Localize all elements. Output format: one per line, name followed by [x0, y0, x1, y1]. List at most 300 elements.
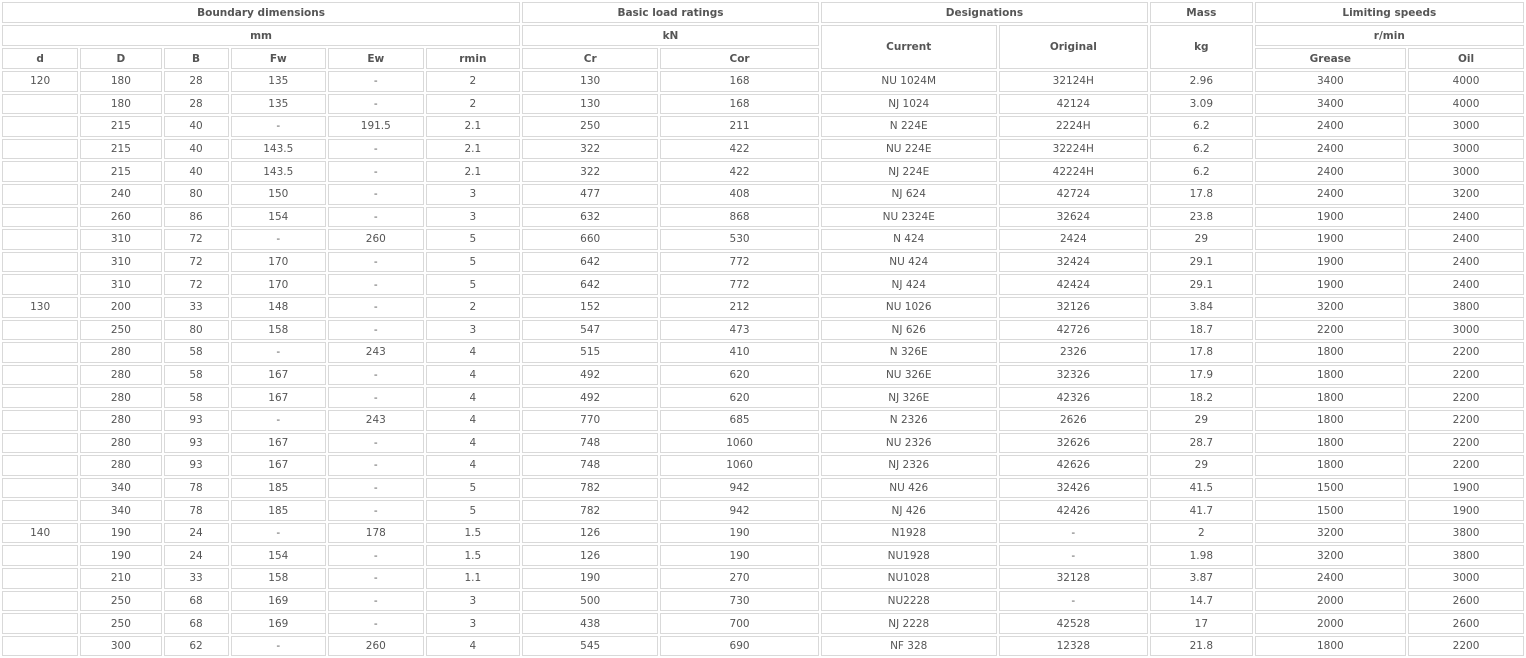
cell-mass: 21.8	[1150, 636, 1253, 657]
cell-rmin: 5	[426, 500, 521, 521]
cell-rmin: 4	[426, 636, 521, 657]
cell-Fw: 185	[231, 478, 327, 499]
unit-kg: kg	[1150, 25, 1253, 69]
cell-current: NJ 624	[821, 184, 997, 205]
cell-current: NU 1026	[821, 297, 997, 318]
cell-original: 42626	[999, 455, 1148, 476]
cell-mass: 23.8	[1150, 207, 1253, 228]
cell-original: 42528	[999, 613, 1148, 634]
cell-d	[2, 365, 78, 386]
col-grease: Grease	[1255, 48, 1406, 69]
cell-Cr: 322	[522, 139, 658, 160]
table-row	[2, 161, 1524, 182]
cell-current: N 326E	[821, 342, 997, 363]
cell-d	[2, 568, 78, 589]
cell-d	[2, 320, 78, 341]
cell-Cor: 690	[660, 636, 819, 657]
cell-oil: 2400	[1408, 274, 1524, 295]
cell-D: 240	[80, 184, 161, 205]
cell-Cr: 250	[522, 116, 658, 137]
cell-mass: 29.1	[1150, 252, 1253, 273]
cell-Cor: 211	[660, 116, 819, 137]
cell-D: 210	[80, 568, 161, 589]
cell-mass: 17.8	[1150, 184, 1253, 205]
cell-oil: 2200	[1408, 342, 1524, 363]
cell-B: 93	[164, 455, 229, 476]
col-rmin: rmin	[426, 48, 521, 69]
cell-D: 310	[80, 274, 161, 295]
cell-oil: 2200	[1408, 636, 1524, 657]
cell-current: NJ 2228	[821, 613, 997, 634]
cell-current: NU 2324E	[821, 207, 997, 228]
cell-d: 130	[2, 297, 78, 318]
cell-oil: 3000	[1408, 161, 1524, 182]
cell-current: NJ 424	[821, 274, 997, 295]
cell-Ew: -	[328, 591, 424, 612]
cell-Ew: -	[328, 478, 424, 499]
cell-Ew: -	[328, 184, 424, 205]
cell-rmin: 4	[426, 342, 521, 363]
cell-mass: 17	[1150, 613, 1253, 634]
cell-B: 24	[164, 523, 229, 544]
cell-grease: 3400	[1255, 71, 1406, 92]
cell-D: 180	[80, 94, 161, 115]
table-header	[2, 2, 1524, 69]
cell-Fw: -	[231, 636, 327, 657]
cell-Cor: 685	[660, 410, 819, 431]
cell-current: NU 2326	[821, 433, 997, 454]
cell-oil: 3000	[1408, 139, 1524, 160]
cell-grease: 2400	[1255, 161, 1406, 182]
cell-D: 300	[80, 636, 161, 657]
cell-Cr: 748	[522, 433, 658, 454]
cell-oil: 2400	[1408, 252, 1524, 273]
cell-mass: 41.5	[1150, 478, 1253, 499]
cell-current: N 224E	[821, 116, 997, 137]
cell-current: NU1928	[821, 545, 997, 566]
cell-Cr: 126	[522, 545, 658, 566]
cell-Fw: 135	[231, 71, 327, 92]
cell-rmin: 5	[426, 478, 521, 499]
cell-Fw: -	[231, 116, 327, 137]
cell-D: 310	[80, 252, 161, 273]
cell-rmin: 3	[426, 184, 521, 205]
cell-rmin: 1.5	[426, 523, 521, 544]
cell-original: 42426	[999, 500, 1148, 521]
col-Fw: Fw	[231, 48, 327, 69]
cell-Fw: 169	[231, 591, 327, 612]
cell-Ew: -	[328, 161, 424, 182]
cell-grease: 1800	[1255, 433, 1406, 454]
cell-grease: 3400	[1255, 94, 1406, 115]
cell-B: 72	[164, 274, 229, 295]
cell-Ew: -	[328, 207, 424, 228]
cell-Cor: 772	[660, 252, 819, 273]
cell-original: 32626	[999, 433, 1148, 454]
cell-oil: 3800	[1408, 297, 1524, 318]
unit-mm: mm	[2, 25, 520, 46]
cell-Fw: 185	[231, 500, 327, 521]
table-row	[2, 636, 1524, 657]
cell-d	[2, 455, 78, 476]
cell-Fw: 135	[231, 94, 327, 115]
col-d: d	[2, 48, 78, 69]
cell-oil: 2200	[1408, 387, 1524, 408]
cell-rmin: 3	[426, 207, 521, 228]
cell-Ew: -	[328, 320, 424, 341]
cell-grease: 1900	[1255, 274, 1406, 295]
cell-B: 62	[164, 636, 229, 657]
table-row	[2, 387, 1524, 408]
unit-rmin: r/min	[1255, 25, 1524, 46]
cell-original: 2424	[999, 229, 1148, 250]
cell-current: NU 424	[821, 252, 997, 273]
header-unit-row	[2, 25, 1524, 46]
cell-current: NJ 1024	[821, 94, 997, 115]
cell-original: 42124	[999, 94, 1148, 115]
cell-Cr: 492	[522, 365, 658, 386]
cell-rmin: 5	[426, 229, 521, 250]
cell-oil: 3200	[1408, 184, 1524, 205]
cell-Fw: 170	[231, 252, 327, 273]
cell-original: 42724	[999, 184, 1148, 205]
cell-mass: 6.2	[1150, 139, 1253, 160]
table-row	[2, 523, 1524, 544]
cell-rmin: 4	[426, 433, 521, 454]
cell-B: 68	[164, 591, 229, 612]
cell-D: 190	[80, 523, 161, 544]
cell-grease: 1800	[1255, 387, 1406, 408]
table-row	[2, 568, 1524, 589]
cell-D: 250	[80, 320, 161, 341]
cell-Cr: 492	[522, 387, 658, 408]
cell-rmin: 2	[426, 71, 521, 92]
cell-d	[2, 116, 78, 137]
cell-oil: 2200	[1408, 365, 1524, 386]
cell-original: -	[999, 591, 1148, 612]
cell-D: 180	[80, 71, 161, 92]
table-row	[2, 252, 1524, 273]
cell-rmin: 2	[426, 94, 521, 115]
cell-original: 32124H	[999, 71, 1148, 92]
cell-Ew: -	[328, 387, 424, 408]
cell-Cor: 772	[660, 274, 819, 295]
cell-Cor: 410	[660, 342, 819, 363]
cell-rmin: 3	[426, 320, 521, 341]
col-current: Current	[821, 25, 997, 69]
cell-rmin: 1.1	[426, 568, 521, 589]
col-D: D	[80, 48, 161, 69]
cell-Ew: -	[328, 455, 424, 476]
group-mass: Mass	[1150, 2, 1253, 23]
cell-current: NJ 426	[821, 500, 997, 521]
cell-oil: 1900	[1408, 500, 1524, 521]
cell-Fw: 158	[231, 568, 327, 589]
cell-grease: 2200	[1255, 320, 1406, 341]
cell-current: NU 1024M	[821, 71, 997, 92]
cell-mass: 29	[1150, 229, 1253, 250]
cell-B: 40	[164, 161, 229, 182]
cell-B: 33	[164, 297, 229, 318]
cell-Cr: 782	[522, 478, 658, 499]
cell-d	[2, 207, 78, 228]
cell-Cr: 438	[522, 613, 658, 634]
cell-rmin: 4	[426, 455, 521, 476]
cell-Cr: 500	[522, 591, 658, 612]
cell-Ew: -	[328, 568, 424, 589]
cell-oil: 2200	[1408, 433, 1524, 454]
cell-B: 80	[164, 184, 229, 205]
col-original: Original	[999, 25, 1148, 69]
cell-oil: 1900	[1408, 478, 1524, 499]
cell-Cor: 1060	[660, 433, 819, 454]
cell-rmin: 4	[426, 410, 521, 431]
cell-mass: 3.84	[1150, 297, 1253, 318]
cell-Cor: 473	[660, 320, 819, 341]
cell-d	[2, 636, 78, 657]
cell-grease: 1800	[1255, 455, 1406, 476]
cell-grease: 2400	[1255, 184, 1406, 205]
cell-Fw: 167	[231, 455, 327, 476]
cell-original: -	[999, 545, 1148, 566]
table-row	[2, 116, 1524, 137]
cell-d	[2, 229, 78, 250]
table-row	[2, 297, 1524, 318]
cell-Cor: 700	[660, 613, 819, 634]
cell-Cor: 408	[660, 184, 819, 205]
cell-original: 42224H	[999, 161, 1148, 182]
cell-Fw: 169	[231, 613, 327, 634]
table-row	[2, 500, 1524, 521]
table-row	[2, 410, 1524, 431]
cell-Cr: 130	[522, 94, 658, 115]
cell-d	[2, 252, 78, 273]
cell-B: 28	[164, 71, 229, 92]
cell-original: -	[999, 523, 1148, 544]
table-row	[2, 545, 1524, 566]
cell-oil: 4000	[1408, 94, 1524, 115]
cell-original: 2224H	[999, 116, 1148, 137]
cell-B: 72	[164, 229, 229, 250]
cell-Ew: 243	[328, 342, 424, 363]
cell-d	[2, 613, 78, 634]
cell-oil: 2200	[1408, 455, 1524, 476]
cell-D: 280	[80, 342, 161, 363]
cell-D: 215	[80, 161, 161, 182]
cell-Cr: 152	[522, 297, 658, 318]
cell-grease: 3200	[1255, 297, 1406, 318]
cell-mass: 17.8	[1150, 342, 1253, 363]
cell-rmin: 5	[426, 274, 521, 295]
cell-Cr: 782	[522, 500, 658, 521]
cell-B: 40	[164, 116, 229, 137]
cell-Fw: 148	[231, 297, 327, 318]
cell-Ew: -	[328, 252, 424, 273]
cell-mass: 28.7	[1150, 433, 1253, 454]
cell-d	[2, 139, 78, 160]
cell-current: NU2228	[821, 591, 997, 612]
cell-grease: 2400	[1255, 139, 1406, 160]
cell-grease: 3200	[1255, 523, 1406, 544]
cell-Fw: 143.5	[231, 139, 327, 160]
cell-d	[2, 410, 78, 431]
cell-Ew: -	[328, 94, 424, 115]
cell-D: 280	[80, 455, 161, 476]
cell-oil: 3000	[1408, 568, 1524, 589]
cell-grease: 1900	[1255, 207, 1406, 228]
cell-D: 280	[80, 365, 161, 386]
cell-current: NJ 2326	[821, 455, 997, 476]
cell-d	[2, 500, 78, 521]
cell-Ew: 260	[328, 229, 424, 250]
cell-d	[2, 274, 78, 295]
cell-rmin: 3	[426, 613, 521, 634]
cell-D: 215	[80, 116, 161, 137]
cell-B: 33	[164, 568, 229, 589]
cell-original: 32326	[999, 365, 1148, 386]
cell-Cor: 190	[660, 523, 819, 544]
cell-Cor: 1060	[660, 455, 819, 476]
cell-B: 93	[164, 410, 229, 431]
cell-mass: 29	[1150, 410, 1253, 431]
cell-rmin: 3	[426, 591, 521, 612]
table-row	[2, 94, 1524, 115]
cell-Ew: -	[328, 274, 424, 295]
cell-original: 42726	[999, 320, 1148, 341]
cell-Cor: 190	[660, 545, 819, 566]
cell-B: 58	[164, 365, 229, 386]
cell-Cor: 168	[660, 94, 819, 115]
cell-D: 215	[80, 139, 161, 160]
cell-original: 42424	[999, 274, 1148, 295]
table-row	[2, 71, 1524, 92]
col-Cr: Cr	[522, 48, 658, 69]
cell-Cr: 632	[522, 207, 658, 228]
cell-grease: 3200	[1255, 545, 1406, 566]
cell-oil: 2200	[1408, 410, 1524, 431]
cell-grease: 2000	[1255, 613, 1406, 634]
table-row	[2, 139, 1524, 160]
cell-original: 12328	[999, 636, 1148, 657]
cell-grease: 1500	[1255, 478, 1406, 499]
cell-Cor: 212	[660, 297, 819, 318]
cell-Cor: 730	[660, 591, 819, 612]
cell-Cr: 748	[522, 455, 658, 476]
cell-Fw: 154	[231, 207, 327, 228]
cell-d	[2, 591, 78, 612]
table-row	[2, 229, 1524, 250]
cell-rmin: 2.1	[426, 161, 521, 182]
cell-Cr: 770	[522, 410, 658, 431]
cell-Fw: 167	[231, 365, 327, 386]
cell-D: 280	[80, 433, 161, 454]
cell-Cor: 530	[660, 229, 819, 250]
cell-D: 250	[80, 591, 161, 612]
cell-oil: 2400	[1408, 207, 1524, 228]
cell-Fw: 143.5	[231, 161, 327, 182]
cell-mass: 3.87	[1150, 568, 1253, 589]
table-row	[2, 613, 1524, 634]
cell-Fw: -	[231, 229, 327, 250]
cell-Cr: 547	[522, 320, 658, 341]
table-row	[2, 274, 1524, 295]
cell-Fw: 170	[231, 274, 327, 295]
cell-original: 32224H	[999, 139, 1148, 160]
cell-Cor: 942	[660, 478, 819, 499]
cell-Ew: -	[328, 545, 424, 566]
cell-d	[2, 387, 78, 408]
cell-d	[2, 433, 78, 454]
table-row	[2, 365, 1524, 386]
cell-Cor: 868	[660, 207, 819, 228]
cell-Cr: 190	[522, 568, 658, 589]
cell-current: N1928	[821, 523, 997, 544]
cell-mass: 6.2	[1150, 116, 1253, 137]
cell-Cor: 620	[660, 365, 819, 386]
cell-D: 340	[80, 500, 161, 521]
cell-Cr: 130	[522, 71, 658, 92]
cell-mass: 6.2	[1150, 161, 1253, 182]
col-B: B	[164, 48, 229, 69]
cell-mass: 29	[1150, 455, 1253, 476]
cell-current: NU 224E	[821, 139, 997, 160]
cell-grease: 1900	[1255, 229, 1406, 250]
cell-Cr: 642	[522, 252, 658, 273]
cell-Ew: -	[328, 500, 424, 521]
table-body	[2, 71, 1524, 656]
cell-Cor: 422	[660, 161, 819, 182]
cell-current: NJ 626	[821, 320, 997, 341]
cell-original: 32128	[999, 568, 1148, 589]
cell-D: 280	[80, 410, 161, 431]
cell-original: 42326	[999, 387, 1148, 408]
cell-oil: 3000	[1408, 116, 1524, 137]
cell-Ew: -	[328, 139, 424, 160]
cell-B: 93	[164, 433, 229, 454]
cell-original: 32126	[999, 297, 1148, 318]
cell-d	[2, 161, 78, 182]
cell-oil: 3000	[1408, 320, 1524, 341]
cell-grease: 1800	[1255, 342, 1406, 363]
cell-Fw: 154	[231, 545, 327, 566]
cell-B: 68	[164, 613, 229, 634]
cell-rmin: 2.1	[426, 139, 521, 160]
cell-D: 280	[80, 387, 161, 408]
cell-current: NJ 326E	[821, 387, 997, 408]
cell-grease: 2400	[1255, 568, 1406, 589]
cell-oil: 2400	[1408, 229, 1524, 250]
cell-Ew: 243	[328, 410, 424, 431]
cell-mass: 14.7	[1150, 591, 1253, 612]
cell-grease: 2000	[1255, 591, 1406, 612]
cell-Ew: -	[328, 297, 424, 318]
cell-Cr: 515	[522, 342, 658, 363]
cell-Cor: 942	[660, 500, 819, 521]
header-group-row	[2, 2, 1524, 23]
col-Ew: Ew	[328, 48, 424, 69]
cell-d: 120	[2, 71, 78, 92]
col-oil: Oil	[1408, 48, 1524, 69]
cell-d	[2, 94, 78, 115]
cell-mass: 29.1	[1150, 274, 1253, 295]
table-row	[2, 591, 1524, 612]
cell-grease: 1500	[1255, 500, 1406, 521]
cell-Ew: -	[328, 71, 424, 92]
cell-current: NU1028	[821, 568, 997, 589]
cell-d	[2, 184, 78, 205]
cell-rmin: 5	[426, 252, 521, 273]
cell-original: 2326	[999, 342, 1148, 363]
